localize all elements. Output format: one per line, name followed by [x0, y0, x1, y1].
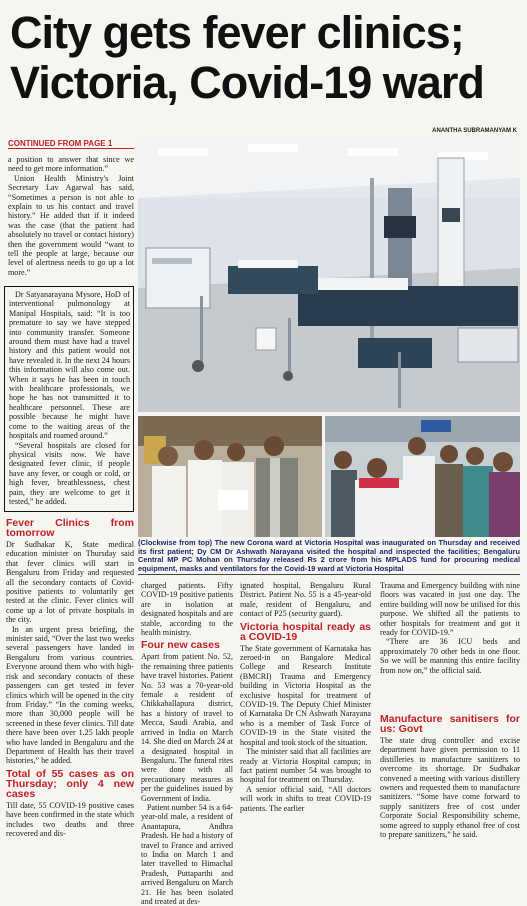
paragraph: Trauma and Emergency building with nine floors was vacated in just one day. The entire building will now be utilised for this purpose. We shifted all the patients to other hospitals for treatment and got it ready for COVID-19.” [380, 581, 520, 638]
column-1-top [8, 155, 134, 277]
hospital-ward-photo [138, 138, 520, 412]
hospital-inspection-photo [325, 416, 520, 537]
paragraph: a position to answer that since we need to get more information.” [8, 155, 134, 174]
headline-line-1: City gets fever clinics; [10, 7, 464, 58]
paragraph: Dr Sudhakar K, State medical education minister on Thursday said that fever clinics will start in Bengaluru from Friday and requested all the secondary contacts of Covid-positive patients to voluntarily get tested at the clinic. Fever clinics will come up a lot of private hospitals in the city. [6, 540, 134, 625]
people-group-illustration [138, 416, 322, 537]
inspection-illustration [325, 416, 520, 537]
section-heading-new-cases: Four new cases [141, 639, 220, 652]
photo-credit: ANANTHA SUBRAMANYAM K [432, 128, 517, 134]
paragraph: “Several hospitals are closed for physical visits now. We have designated fever clinic, if people have any fever, or cough or cold, or high fever, breathlessness, chest pain, they are welcome to get it tested,” he added. [9, 440, 130, 506]
paragraph: The State government of Karnataka has zeroed-in on Bangalore Medical College and Research Institute (BMCRI) Trauma and Emergency building in Victoria Hospital as the exclusive hospital for treatment of COVID-19. The Deputy Chief Minister of Karnataka Dr CN Ashwath Narayana who is a member of Task Force of COVID-19 in the State visited the hospital and took stock of the situation. [240, 643, 371, 747]
column-2 [141, 581, 233, 906]
paragraph: In an urgent press briefing, the minister said, “Over the last two weeks several passengers have landed in Bengaluru from various countries. Everyone around them who with high-risk and secondary contacts of these passengers can get tested in fever clinics which will be opened in the city from Friday.” “In the coming weeks, more than 30,000 people will be screened in these fever clinics. Till date there have been over 1.25 lakh people who have landed in Bengaluru and the Department of Health has their travel histories,” he added. [6, 624, 134, 766]
paragraph: The minister said that all facilities are ready at Victoria Hospital campus; in fact patient number 54 was brought to hospital for treatment on Thursday. [240, 747, 371, 785]
section-heading-fever-clinics: Fever Clinics from tomorrow [6, 517, 134, 539]
section-heading-sanitisers: Manufacture sanitisers for us: Govt [380, 713, 520, 735]
paragraph: A senior official said, “All doctors will work in shifts to treat COVID-19 patients. The earlier [240, 784, 371, 813]
hospital-ward-illustration [138, 138, 520, 412]
mp-press-meet-photo [138, 416, 322, 537]
continued-label: CONTINUED FROM PAGE 1 [8, 139, 134, 149]
paragraph: Union Health Ministry's Joint Secretary Lav Agarwal has said, “Sometimes a person is not able to explain to us his contact and travel history.” He added that if it indeed was the case (that the patient had absolutely no travel or contact history) then the government would “want to tell the people at large, because our level of alertness needs to go up a lot more.” [8, 173, 134, 277]
quote-box [4, 286, 134, 512]
paragraph: ignated hospital, Bengaluru Rural District. Patient No. 55 is a 45-year-old male, resident of Bengaluru, and contact of P25 (security guard). [240, 581, 371, 619]
section-heading-total-cases: Total of 55 cases as on Thursday; only 4 new cases [6, 767, 134, 800]
paragraph: charged patients. Fifty COVID-19 positive patients are in isolation at designated hospitals and are stable, according to the health ministry. [141, 581, 233, 638]
divider [138, 574, 520, 575]
paragraph: Patient number 54 is a 64-year-old male, a resident of Anantapura, Andhra Pradesh. He had a history of travel to France and arrived to India on March 1 and later travelled to Himachal Pradesh, Puttaparthi and arrived Bengaluru on March 21. He has been isolated and treated at des- [141, 802, 233, 906]
paragraph: Till date, 55 COVID-19 positive cases have been confirmed in the state which includes two deaths and three recovered and dis- [6, 800, 134, 838]
section-heading-victoria-hospital: Victoria hospital ready as a COVID-19 [240, 620, 371, 643]
photo-caption: (Clockwise from top) The new Corona ward at Victoria Hospital was inaugurated on Thursday and received its first patient; Dy CM Dr Ashwath Narayana visited the hospital and inspected the facilities; Bengaluru Central MP PC Mohan on Thursday released Rs 2 crore from his MPLADS fund for procuring medical equipment, masks and ventilators for the Covid-19 ward at Victoria Hospital [138, 538, 520, 573]
headline [10, 8, 520, 108]
paragraph: Apart from patient No. 52, the remaining three patients have travel histories. Patient No. 53 was a 70-year-old female a resident of Chikkaballapura district, has a history of travel to Mecca, Saudi Arabia, and arrived in India on March 14. She died on March 24 at a designated hospital in Bengaluru. The funeral rites were done with all precautionary measures as per the guidelines issued by Government of India. [141, 652, 233, 803]
column-4 [380, 581, 520, 675]
headline-line-2: Victoria, Covid-19 ward [10, 57, 484, 108]
paragraph: Dr Satyanarayana Mysore, HoD of interventional pulmonology at Manipal Hospitals, said: “It is too premature to say we have stepped into community transfer. Someone around them must have had a travel history and this patient would not have revealed it. In the next 24 hours this information will also come out. When it says he has been in touch with healthcare professionals, we hope he has not transmitted it to healthcare personnel. These are possible because he might have come to the waiting areas of the hospitals and roamed around.” [9, 290, 130, 441]
column-3 [240, 581, 371, 813]
column-1-bottom [6, 515, 134, 838]
paragraph: The state drug controller and excise department have given permission to 11 distilleries to manufacture sanitizers to overcome its shortage. Dr Sudhakar convened a meeting with various distillery owners and requested them to manufacture sanitizers. “Some have come forward to supply sanitizers free of cost under Corporate Social Responsibility scheme, some agreed to supply ethanol free of cost to prepare sanitizers,” he said. [380, 736, 520, 840]
column-4-bottom [380, 711, 520, 839]
paragraph: “There are 36 ICU beds and approximately 70 other beds in one floor. So we will be manning this entire facility from now on,” the official said. [380, 637, 520, 675]
